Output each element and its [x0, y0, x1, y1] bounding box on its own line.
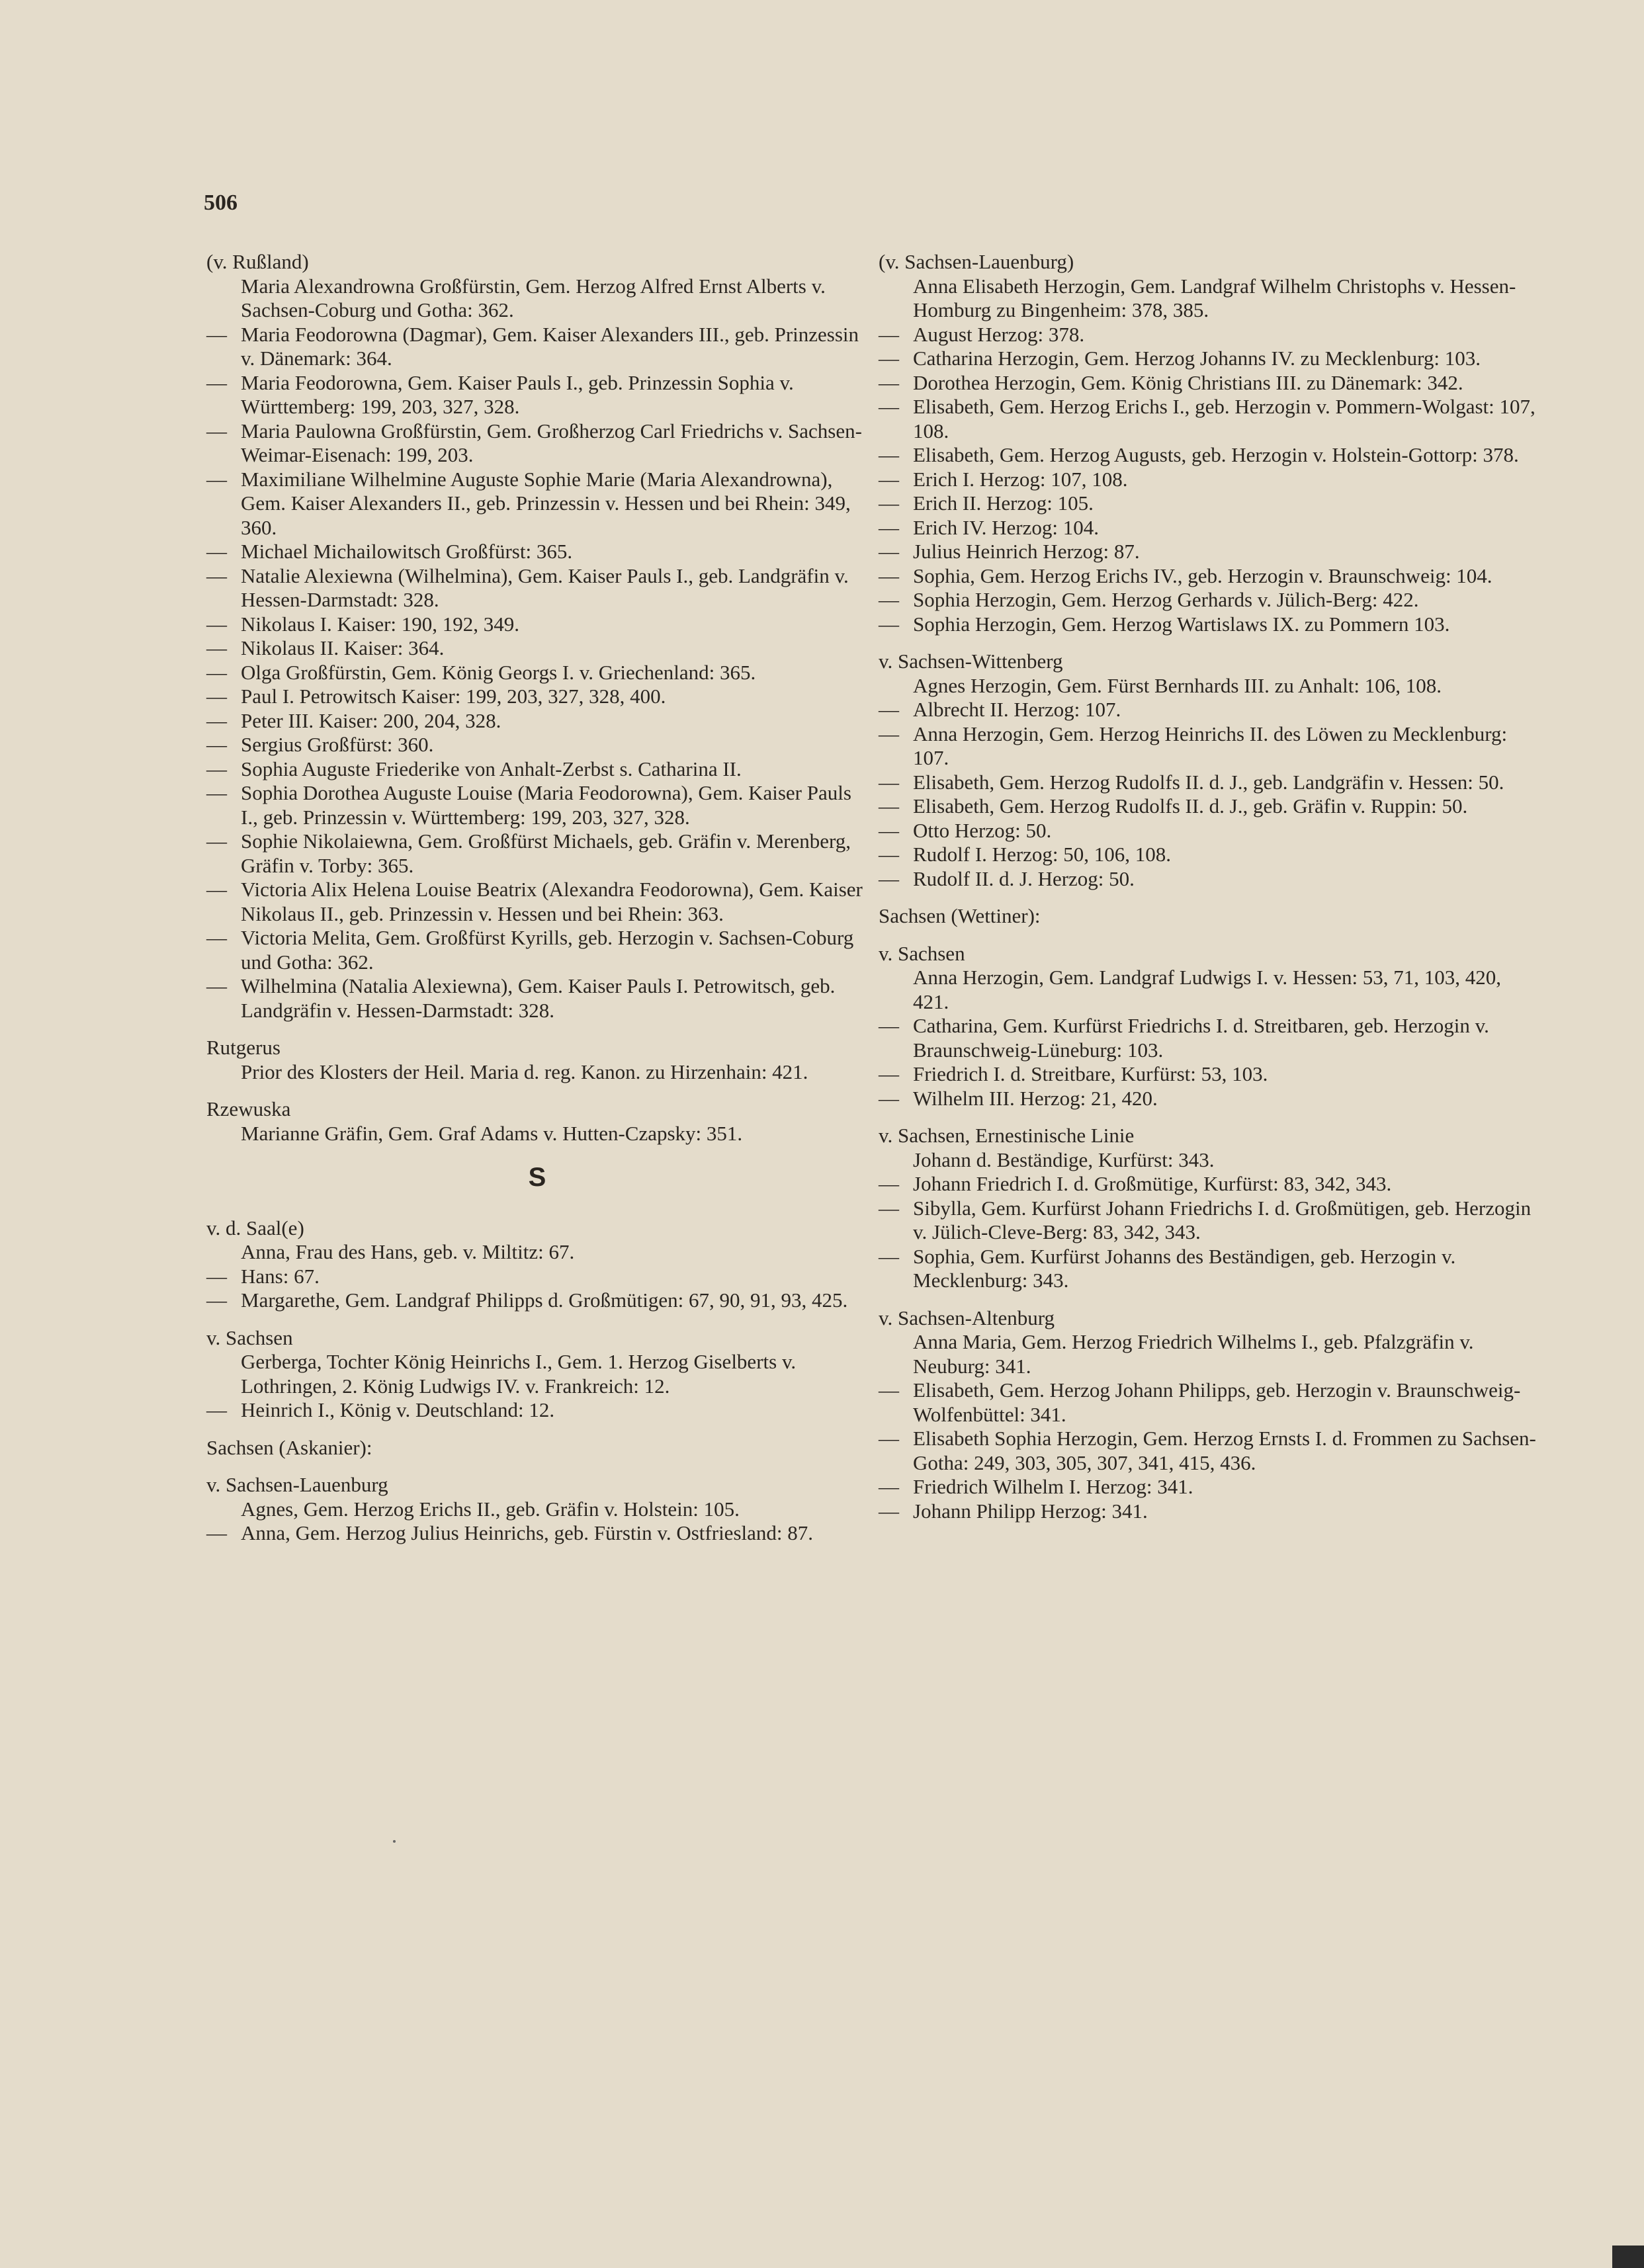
index-entry: — Rudolf II. d. J. Herzog: 50. [879, 867, 1540, 892]
index-subentry: Anna Elisabeth Herzogin, Gem. Landgraf Wilhelm Christophs v. Hessen-Homburg zu Bingenheim: 378, 385. [913, 274, 1516, 321]
index-heading: (v. Sachsen-Lauenburg) [879, 250, 1074, 273]
index-entry: — Nikolaus I. Kaiser: 190, 192, 349. [206, 612, 868, 637]
index-entry: — Sergius Großfürst: 360. [206, 733, 868, 757]
index-entry: — Nikolaus II. Kaiser: 364. [206, 636, 868, 661]
index-subentry: Gerberga, Tochter König Heinrichs I., Gem. 1. Herzog Giselberts v. Lothringen, 2. König Ludwigs IV. v. Frankreich: 12. [241, 1350, 797, 1398]
left-blocks-before [206, 250, 868, 1146]
index-entry: — Elisabeth, Gem. Herzog Rudolfs II. d. J., geb. Gräfin v. Ruppin: 50. [879, 794, 1540, 819]
index-entry: — August Herzog: 378. [879, 323, 1540, 347]
index-entry: — Wilhelmina (Natalia Alexiewna), Gem. Kaiser Pauls I. Petrowitsch, geb. Landgräfin v. Hessen-Darmstadt: 328. [206, 974, 868, 1023]
index-entry: — Albrecht II. Herzog: 107. [879, 698, 1540, 722]
index-entry: — Sophia Herzogin, Gem. Herzog Gerhards v. Jülich-Berg: 422. [879, 588, 1540, 612]
index-heading: Sachsen (Askanier): [206, 1435, 372, 1459]
index-entry: — Sophia Dorothea Auguste Louise (Maria Feodorowna), Gem. Kaiser Pauls I., geb. Prinzessin v. Württemberg: 199, 203, 327, 328. [206, 781, 868, 829]
index-entry: — Erich I. Herzog: 107, 108. [879, 468, 1540, 492]
right-column [879, 250, 1540, 1536]
index-block [879, 942, 1540, 1111]
index-heading: v. Sachsen-Lauenburg [206, 1473, 388, 1496]
index-entry: — Elisabeth, Gem. Herzog Augusts, geb. Herzogin v. Holstein-Gottorp: 378. [879, 443, 1540, 468]
index-entry: — Maria Feodorowna (Dagmar), Gem. Kaiser Alexanders III., geb. Prinzessin v. Dänemark: 364. [206, 323, 868, 371]
index-heading: v. Sachsen-Altenburg [879, 1306, 1055, 1329]
index-block [879, 1306, 1540, 1524]
index-entry: — Catharina, Gem. Kurfürst Friedrichs I. d. Streitbaren, geb. Herzogin v. Braunschweig-Lüneburg: 103. [879, 1014, 1540, 1062]
index-entry: — Sophia Auguste Friederike von Anhalt-Zerbst s. Catharina II. [206, 757, 868, 782]
index-heading: v. Sachsen [206, 1325, 293, 1349]
index-block [206, 1036, 868, 1084]
index-heading: v. Sachsen [879, 941, 965, 965]
index-subentry: Agnes, Gem. Herzog Erichs II., geb. Gräfin v. Holstein: 105. [241, 1497, 740, 1521]
index-heading: v. Sachsen-Wittenberg [879, 650, 1063, 673]
index-entry: — Victoria Melita, Gem. Großfürst Kyrills, geb. Herzogin v. Sachsen-Coburg und Gotha: 362. [206, 926, 868, 974]
index-block [879, 650, 1540, 891]
index-entry: — Sibylla, Gem. Kurfürst Johann Friedrichs I. d. Großmütigen, geb. Herzogin v. Jülich-Cleve-Berg: 83, 342, 343. [879, 1197, 1540, 1245]
index-entry: — Catharina Herzogin, Gem. Herzog Johanns IV. zu Mecklenburg: 103. [879, 347, 1540, 371]
index-block [879, 250, 1540, 636]
index-block [879, 904, 1540, 929]
index-entry: — Elisabeth, Gem. Herzog Erichs I., geb. Herzogin v. Pommern-Wolgast: 107, 108. [879, 395, 1540, 443]
left-column [206, 250, 868, 1559]
index-subentry: Agnes Herzogin, Gem. Fürst Bernhards III. zu Anhalt: 106, 108. [913, 673, 1442, 697]
index-heading: (v. Rußland) [206, 250, 309, 273]
index-entry: — Anna, Gem. Herzog Julius Heinrichs, geb. Fürstin v. Ostfriesland: 87. [206, 1521, 868, 1546]
index-entry: — Hans: 67. [206, 1265, 868, 1289]
index-subentry: Prior des Klosters der Heil. Maria d. reg. Kanon. zu Hirzenhain: 421. [241, 1060, 808, 1083]
right-blocks [879, 250, 1540, 1523]
ink-speck [393, 1840, 396, 1843]
index-entry: — Olga Großfürstin, Gem. König Georgs I. v. Griechenland: 365. [206, 661, 868, 685]
scan-corner-mark [1612, 2246, 1644, 2268]
index-block [206, 1473, 868, 1546]
index-heading: Rzewuska [206, 1097, 291, 1120]
index-entry: — Sophie Nikolaiewna, Gem. Großfürst Michaels, geb. Gräfin v. Merenberg, Gräfin v. Torby: 365. [206, 829, 868, 878]
index-entry: — Peter III. Kaiser: 200, 204, 328. [206, 709, 868, 734]
index-entry: — Natalie Alexiewna (Wilhelmina), Gem. Kaiser Pauls I., geb. Landgräfin v. Hessen-Darmstadt: 328. [206, 564, 868, 612]
index-block [206, 1216, 868, 1313]
index-entry: — Johann Philipp Herzog: 341. [879, 1499, 1540, 1524]
index-heading: Rutgerus [206, 1036, 281, 1059]
index-block [879, 1124, 1540, 1293]
index-entry: — Elisabeth, Gem. Herzog Rudolfs II. d. J., geb. Landgräfin v. Hessen: 50. [879, 771, 1540, 795]
index-entry: — Otto Herzog: 50. [879, 819, 1540, 843]
index-entry: — Friedrich Wilhelm I. Herzog: 341. [879, 1475, 1540, 1499]
index-heading: v. Sachsen, Ernestinische Linie [879, 1124, 1135, 1147]
index-entry: — Paul I. Petrowitsch Kaiser: 199, 203, 327, 328, 400. [206, 685, 868, 709]
index-entry: — Erich II. Herzog: 105. [879, 491, 1540, 516]
index-entry: — Maria Feodorowna, Gem. Kaiser Pauls I., geb. Prinzessin Sophia v. Württemberg: 199, 203, 327, 328. [206, 371, 868, 419]
index-block [206, 1097, 868, 1146]
index-subentry: Maria Alexandrowna Großfürstin, Gem. Herzog Alfred Ernst Alberts v. Sachsen-Coburg und Gotha: 362. [241, 274, 826, 321]
index-subentry: Marianne Gräfin, Gem. Graf Adams v. Hutten-Czapsky: 351. [241, 1121, 743, 1145]
index-subentry: Anna Herzogin, Gem. Landgraf Ludwigs I. v. Hessen: 53, 71, 103, 420, 421. [913, 966, 1502, 1013]
page-number: 506 [204, 190, 238, 215]
index-block [206, 1326, 868, 1423]
left-blocks-after [206, 1216, 868, 1546]
index-entry: — Johann Friedrich I. d. Großmütige, Kurfürst: 83, 342, 343. [879, 1172, 1540, 1197]
index-heading: v. d. Saal(e) [206, 1216, 304, 1239]
index-entry: — Sophia, Gem. Herzog Erichs IV., geb. Herzogin v. Braunschweig: 104. [879, 564, 1540, 589]
index-entry: — Michael Michailowitsch Großfürst: 365. [206, 540, 868, 564]
index-entry: — Rudolf I. Herzog: 50, 106, 108. [879, 843, 1540, 867]
index-entry: — Heinrich I., König v. Deutschland: 12. [206, 1398, 868, 1423]
index-entry: — Julius Heinrich Herzog: 87. [879, 540, 1540, 564]
index-entry: — Elisabeth Sophia Herzogin, Gem. Herzog Ernsts I. d. Frommen zu Sachsen-Gotha: 249, 303, 305, 307, 341, 415, 436. [879, 1427, 1540, 1475]
index-entry: — Elisabeth, Gem. Herzog Johann Philipps, geb. Herzogin v. Braunschweig-Wolfenbüttel: 341. [879, 1378, 1540, 1427]
index-entry: — Erich IV. Herzog: 104. [879, 516, 1540, 540]
index-entry: — Wilhelm III. Herzog: 21, 420. [879, 1087, 1540, 1111]
index-subentry: Johann d. Beständige, Kurfürst: 343. [913, 1148, 1215, 1171]
index-entry: — Sophia Herzogin, Gem. Herzog Wartislaws IX. zu Pommern 103. [879, 612, 1540, 637]
index-entry: — Margarethe, Gem. Landgraf Philipps d. Großmütigen: 67, 90, 91, 93, 425. [206, 1288, 868, 1313]
index-heading: Sachsen (Wettiner): [879, 904, 1041, 927]
index-block [206, 250, 868, 1023]
index-entry: — Friedrich I. d. Streitbare, Kurfürst: 53, 103. [879, 1062, 1540, 1087]
index-entry: — Dorothea Herzogin, Gem. König Christians III. zu Dänemark: 342. [879, 371, 1540, 396]
index-entry: — Anna Herzogin, Gem. Herzog Heinrichs II. des Löwen zu Mecklenburg: 107. [879, 722, 1540, 771]
index-entry: — Victoria Alix Helena Louise Beatrix (Alexandra Feodorowna), Gem. Kaiser Nikolaus II., geb. Prinzessin v. Hessen und bei Rhein: 363. [206, 878, 868, 926]
index-subentry: Anna, Frau des Hans, geb. v. Miltitz: 67. [241, 1240, 575, 1263]
index-block [206, 1436, 868, 1460]
index-subentry: Anna Maria, Gem. Herzog Friedrich Wilhelms I., geb. Pfalzgräfin v. Neuburg: 341. [913, 1330, 1474, 1378]
index-entry: — Maximiliane Wilhelmine Auguste Sophie Marie (Maria Alexandrowna), Gem. Kaiser Alexanders II., geb. Prinzessin v. Hessen und bei Rhein: 349, 360. [206, 468, 868, 540]
index-entry: — Maria Paulowna Großfürstin, Gem. Großherzog Carl Friedrichs v. Sachsen-Weimar-Eisenach: 199, 203. [206, 419, 868, 468]
section-letter: S [528, 1163, 546, 1192]
index-entry: — Sophia, Gem. Kurfürst Johanns des Beständigen, geb. Herzogin v. Mecklenburg: 343. [879, 1245, 1540, 1293]
